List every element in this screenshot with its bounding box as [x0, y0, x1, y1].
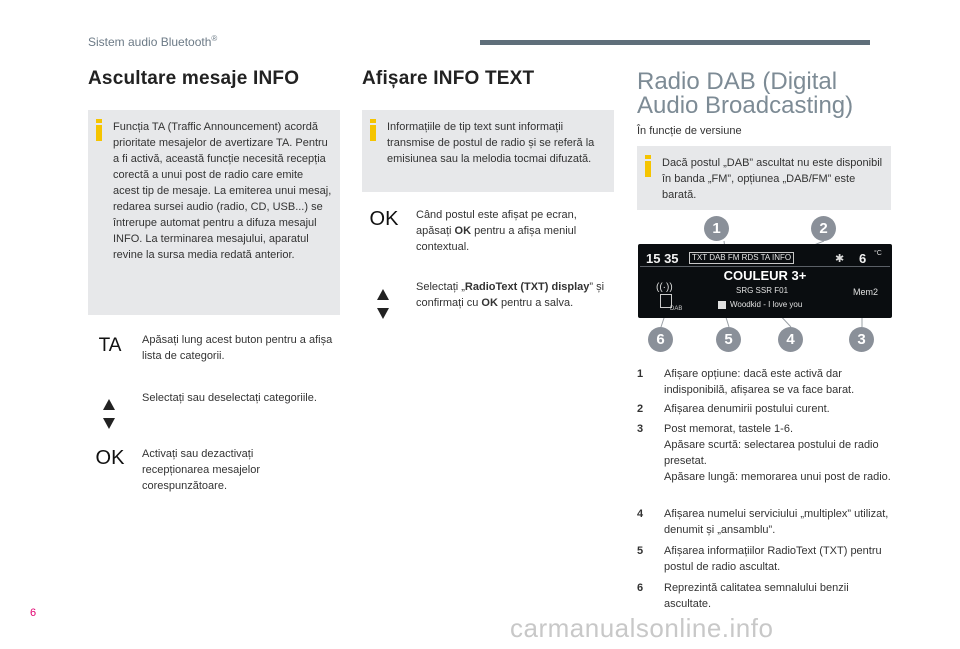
info-icon — [370, 119, 376, 135]
heading-radio-dab: Radio DAB (Digital Audio Broadcasting) — [637, 68, 854, 119]
callout-1: 1 — [704, 216, 729, 241]
running-header: Sistem audio Bluetooth® — [88, 34, 218, 49]
info-icon — [96, 119, 102, 135]
ok-context-text: Când postul este afișat pe ecran, apăsați OK pentru a afișa meniul contextual. — [416, 209, 577, 253]
arrow-down-icon — [377, 308, 389, 319]
arrows-symbol — [377, 289, 389, 319]
screen-divider — [640, 266, 890, 267]
ta-row-text: Apăsați lung acest buton pentru a afișa lista de categorii. — [142, 334, 333, 362]
heading-info-text: Afișare INFO TEXT — [362, 68, 535, 89]
info-box-infotext — [362, 110, 614, 192]
station-name: COULEUR 3+ — [723, 268, 807, 283]
list-item: 6 Reprezintă calitatea semnalului benzii ascultate. — [637, 582, 849, 610]
ensemble-name: SRG SSR F01 — [736, 286, 789, 295]
temperature: 6 — [859, 251, 867, 266]
callout-5: 5 — [716, 327, 741, 352]
info-box-ta — [88, 110, 340, 315]
radiotext: Woodkid - I love you — [730, 300, 803, 309]
version-note: În funcție de versiune — [637, 125, 742, 137]
arrow-down-icon — [103, 418, 115, 429]
list-item: 4 Afișarea numelui serviciului „multiplex” utilizat, denumit și „ansamblu”. — [637, 508, 889, 536]
bluetooth-icon: ✱ — [835, 253, 845, 265]
status-tags: TXT DAB FM RDS TA INFO — [689, 252, 794, 264]
temperature-unit: °C — [874, 250, 882, 257]
header-rule — [480, 40, 870, 45]
arrow-up-icon — [103, 399, 115, 410]
ok-button-symbol: OK — [95, 447, 125, 469]
info-box-text: Funcția TA (Traffic Announcement) acordă prioritate mesajelor de avertizare TA. Pentru a fi activă, această funcție necesită recepția corectă a unui post de radio care emite acest tip de mesaje. La emiterea unui mesaj, redarea sursei audio (radio, CD, USB...) se întrerupe automat pentru a difuza mesajul INFO. La terminarea mesajului, aparatul revine la sursa media redată anterior. — [113, 121, 332, 261]
select-radiotext-text: Selectați „RadioText (TXT) display” și confirmați cu OK pentru a salva. — [416, 281, 605, 309]
list-item: 2 Afișarea denumirii postului curent. — [637, 403, 830, 415]
antenna-icon: ((·)) — [656, 282, 673, 293]
info-icon — [645, 155, 651, 171]
clock: 15 35 — [646, 251, 679, 266]
ta-button-symbol: TA — [98, 335, 122, 356]
info-box-text: Dacă postul „DAB” ascultat nu este disponibil în banda „FM”, opțiunea „DAB/FM” este barată. — [662, 157, 883, 201]
radiotext-icon — [718, 301, 726, 309]
arrows-row-text: Selectați sau deselectați categoriile. — [142, 392, 317, 404]
radio-display — [638, 244, 892, 318]
list-item: 5 Afișarea informațiilor RadioText (TXT) pentru postul de radio ascultat. — [637, 545, 882, 573]
ok-button-symbol: OK — [369, 208, 399, 230]
arrows-symbol — [103, 399, 115, 429]
callout-4: 4 — [778, 327, 803, 352]
heading-info-messages: Ascultare mesaje INFO — [88, 68, 300, 89]
info-box-text: Informațiile de tip text sunt informații transmise de postul de radio și se referă la emisiunea sau la melodia tocmai difuzată. — [387, 121, 595, 165]
memory-preset: Mem2 — [853, 287, 879, 297]
callout-2: 2 — [811, 216, 836, 241]
callout-6: 6 — [648, 327, 673, 352]
list-item: 3 Post memorat, tastele 1-6. Apăsare scurtă: selectarea postului de radio presetat. Apăsare lungă: memorarea unui post de radio. — [637, 423, 891, 483]
dab-label: DAB — [670, 306, 683, 312]
arrow-up-icon — [377, 289, 389, 300]
watermark: carmanualsonline.info — [510, 613, 774, 643]
info-box-dab — [637, 146, 891, 210]
page-number: 6 — [30, 607, 37, 619]
callout-3: 3 — [849, 327, 874, 352]
ok-row-text: Activați sau dezactivați recepționarea mesajelor corespunzătoare. — [142, 448, 261, 492]
list-item: 1 Afișare opțiune: dacă este activă dar indisponibilă, afișarea se va face barat. — [637, 368, 855, 396]
